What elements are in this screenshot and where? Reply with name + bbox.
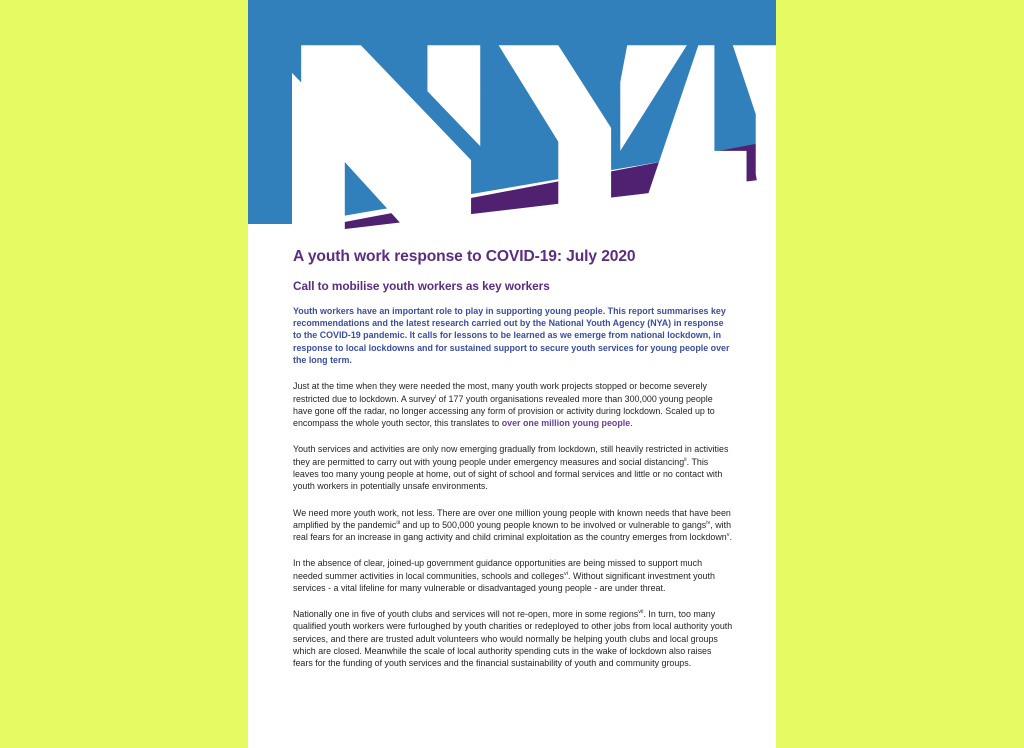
page-subtitle: Call to mobilise youth workers as key workers	[293, 278, 550, 293]
text-run: Youth services and activities are only now emerging gradually from lockdown, still heavily restricted in activities they are permitted to carry out with young people under emergency measures and social distancing	[293, 444, 729, 467]
para-2	[293, 443, 733, 492]
para-5	[293, 608, 733, 669]
footnote-marker: vi	[564, 570, 568, 577]
document-page	[248, 0, 776, 748]
text-run: and up to 500,000 young people known to be involved or vulnerable to gangs	[400, 519, 707, 530]
text-run: . Without significant investment youth services - a vital lifeline for many vulnerable or disadvantaged young people - are under threat.	[293, 570, 715, 593]
footnote-marker: iii	[396, 519, 401, 526]
footnote-marker: v	[726, 532, 730, 539]
text-run: Nationally one in five of youth clubs and services will not re-open, more in some regions	[293, 609, 639, 620]
nya-monogram-icon	[292, 28, 776, 232]
text-run: of 177 youth organisations revealed more than 300,000 young people have gone off the radar, no longer accessing any form of provision or activity during lockdown. Scaled up to encompass the whole youth sector, this translates to	[293, 393, 715, 429]
footnote-marker: i	[434, 393, 437, 400]
nya-logo	[292, 28, 592, 232]
text-run: . This leaves too many young people at home, out of sight of school and formal services and little or no contact with youth workers in potentially unsafe environments.	[293, 456, 723, 492]
para-3	[293, 507, 733, 544]
text-run: , with real fears for an increase in gang activity and child criminal exploitation as the country emerges from lockdown	[293, 519, 732, 543]
para-4	[293, 557, 733, 594]
para-1	[293, 380, 733, 429]
intro-paragraph: Youth workers have an important role to play in supporting young people. This report summarises key recommendations and the latest research carried out by the National Youth Agency (NYA) in response to the COVID-19 pandemic. It calls for lessons to be learned as we emerge from national lockdown, in response to local lockdowns and for sustained support to secure youth services for young people over the long term.	[293, 305, 730, 365]
text-run: .	[630, 418, 633, 429]
document-body	[293, 248, 733, 670]
document-header-banner	[248, 0, 776, 232]
text-run: .	[729, 532, 732, 543]
page-title: A youth work response to COVID-19: July 2020	[293, 248, 636, 265]
text-run: . In turn, too many qualified youth workers were furloughed by youth charities or redeployed to other jobs from local authority youth services, and there are trusted adult volunteers who would normally be helping youth clubs and local groups which are closed. Meanwhile the scale of local authority spending cuts in the wake of lockdown also raises fears for the funding of youth services and the financial sustainability of youth and community groups.	[293, 609, 733, 669]
footnote-marker: iv	[706, 519, 711, 526]
highlighted-text: over one million young people	[501, 418, 631, 429]
footnote-marker: vii	[638, 609, 644, 616]
body-paragraphs	[293, 380, 733, 669]
footnote-marker: ii	[684, 456, 687, 463]
text-run: Just at the time when they were needed the most, many youth work projects stopped or become severely restricted due to lockdown. A survey	[293, 381, 707, 404]
text-run: We need more youth work, not less. There are over one million young people with known needs that have been amplified by the pandemic	[293, 507, 731, 530]
text-run: In the absence of clear, joined-up government guidance opportunities are being missed to support much needed summer activities in local communities, schools and colleges	[293, 558, 703, 581]
